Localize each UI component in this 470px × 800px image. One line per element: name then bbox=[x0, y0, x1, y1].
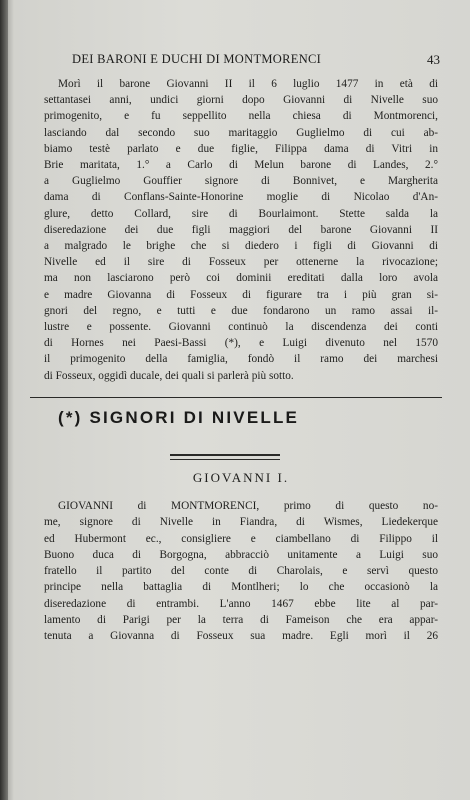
text-line: a Guglielmo Gouffier signore di Bonnivet, e Margherita bbox=[44, 175, 438, 188]
text-line: settantasei anni, undici giorni dopo Giovanni di Nivelle suo bbox=[44, 94, 438, 107]
section-divider bbox=[30, 397, 442, 398]
paragraph-giovanni bbox=[44, 498, 438, 645]
paragraph-main bbox=[44, 76, 438, 384]
text-line: Morì il barone Giovanni II il 6 luglio 1477 in età di bbox=[58, 78, 438, 90]
text-line: Nivelle ed il sire di Fosseux per ottenerne la rivocazione; bbox=[44, 256, 438, 269]
text-line: fratello il partito del conte di Charolais, e servì questo bbox=[44, 565, 438, 578]
text-line: GIOVANNI di MONTMORENCI, primo di questo no- bbox=[58, 500, 438, 512]
text-line: glure, detto Collard, sire di Bourlaimont. Stette salda la bbox=[44, 207, 438, 220]
text-line: diseredazione dei due figli maggiori del barone Giovanni II bbox=[44, 223, 438, 236]
page-header bbox=[44, 52, 440, 70]
text-line: a malgrado le brighe che si diedero i figli di Giovanni di bbox=[44, 240, 438, 253]
text-line: primogenito, e fu seppellito nella chiesa di Montmorenci, bbox=[44, 110, 438, 123]
text-line: dama di Conflans-Sainte-Honorine moglie di Nicolao d'An- bbox=[44, 191, 438, 204]
text-line: ma non lasciarono però coi dominii ereditati dalla loro avola bbox=[44, 272, 438, 285]
text-line: lasciando dal secondo suo maritaggio Guglielmo di cui ab- bbox=[44, 126, 438, 139]
text-line: biamo testè parlato e due figlie, Filippa dama di Vitri in bbox=[44, 142, 438, 155]
page-number: 43 bbox=[427, 52, 440, 67]
chapter-title: GIOVANNI I. bbox=[192, 470, 290, 485]
text-line: lamento di Parigi per la terra di Fameison che era appar- bbox=[44, 614, 438, 627]
section-title: (*) SIGNORI DI NIVELLE bbox=[58, 408, 300, 427]
text-line: lustre e possente. Giovanni continuò la discendenza dei conti bbox=[44, 321, 438, 334]
text-line: e madre Giovanna di Fosseux di figurare tra i più gran si- bbox=[44, 288, 438, 301]
text-line: diseredazione di entrambi. L'anno 1467 ebbe lite al par- bbox=[44, 597, 438, 610]
text-line: Brie maritata, 1.° a Carlo di Melun barone di Landes, 2.° bbox=[44, 159, 438, 172]
text-line: gnori del regno, e tutti e due fondarono un ramo assai il- bbox=[44, 304, 438, 317]
text-line: di Fosseux, oggidì ducale, dei quali si parlerà più sotto. bbox=[44, 369, 294, 382]
text-line: Buono duca di Borgogna, abbracciò unitamente a Luigi suo bbox=[44, 548, 438, 561]
page-binding-edge bbox=[0, 0, 8, 800]
text-line: ed Hubermont ec., consigliere e ciambellano di Filippo il bbox=[44, 532, 438, 545]
ornamental-double-rule bbox=[170, 454, 280, 460]
text-line: me, signore di Nivelle in Fiandra, di Wismes, Liedekerque bbox=[44, 516, 438, 529]
text-line: il primogenito della famiglia, fondò il ramo dei marchesi bbox=[44, 353, 438, 366]
text-line: principe nella battaglia di Montlheri; lo che occasionò la bbox=[44, 581, 438, 594]
running-head: DEI BARONI E DUCHI DI MONTMORENCI bbox=[72, 52, 322, 66]
text-line: tenuta a Giovanna di Fosseux sua madre. Egli morì il 26 bbox=[44, 630, 438, 643]
text-line: di Hornes nei Paesi-Bassi (*), e Luigi divenuto nel 1570 bbox=[44, 337, 438, 350]
